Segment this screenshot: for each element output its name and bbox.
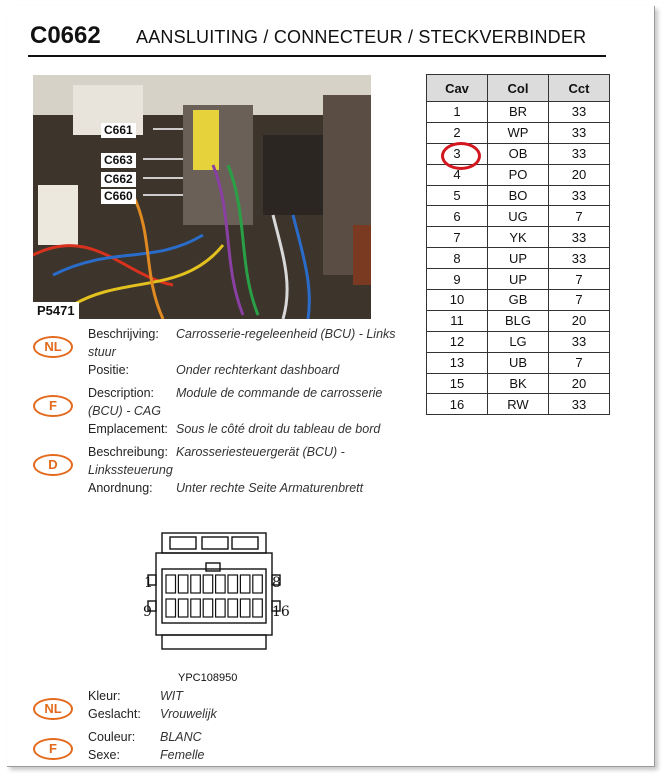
circuit-cell: 33: [549, 331, 610, 352]
cavity-cell: 15: [427, 373, 488, 394]
color-cell: RW: [488, 394, 549, 415]
pos-value-f: Sous le côté droit du tableau de bord: [176, 422, 381, 436]
table-row: [427, 269, 610, 290]
cavity-cell: 8: [427, 248, 488, 269]
cavity-cell: 13: [427, 352, 488, 373]
connector-cavity: [166, 599, 176, 617]
pos-label-f: Emplacement:: [88, 422, 168, 436]
connector-cavity: [166, 575, 176, 593]
cavity-cell: 16: [427, 394, 488, 415]
desc-value-f-1: Module de commande de carrosserie: [176, 386, 383, 400]
cavity-cell: 3: [427, 143, 488, 164]
table-row: [427, 227, 610, 248]
color-cell: UB: [488, 352, 549, 373]
connector-cavity: [191, 599, 201, 617]
connector-cavity: [240, 599, 250, 617]
circuit-cell: 33: [549, 248, 610, 269]
pin-number-9: 9: [143, 604, 152, 620]
circuit-cell: 33: [549, 227, 610, 248]
header-cav: Cav: [427, 75, 488, 102]
photo-tag: P5471: [33, 302, 79, 319]
table-row: [427, 248, 610, 269]
color-cell: BK: [488, 373, 549, 394]
circuit-cell: 7: [549, 290, 610, 311]
color-cell: BO: [488, 185, 549, 206]
cavity-cell: 12: [427, 331, 488, 352]
gender-label-nl: Geslacht:: [88, 707, 141, 721]
table-row: [427, 394, 610, 415]
table-row: [427, 373, 610, 394]
cavity-cell: 9: [427, 269, 488, 290]
circuit-cell: 7: [549, 269, 610, 290]
color-value-nl: WIT: [160, 689, 183, 703]
connector-photo: [33, 75, 371, 319]
cavity-cell: 4: [427, 164, 488, 185]
desc-value-d-2: Linkssteuerung: [88, 463, 173, 477]
photo-label-c660: C660: [101, 189, 136, 204]
cavity-cell: 7: [427, 227, 488, 248]
desc-label-d: Beschreibung:: [88, 445, 168, 459]
page-title: AANSLUITING / CONNECTEUR / STECKVERBINDER: [136, 27, 587, 47]
photo-label-c662: C662: [101, 172, 136, 187]
connector-cavity: [178, 599, 188, 617]
connector-cavity: [191, 575, 201, 593]
cavity-cell: 11: [427, 310, 488, 331]
color-cell: UG: [488, 206, 549, 227]
table-row: [427, 331, 610, 352]
table-row: [427, 206, 610, 227]
photo-label-c661: C661: [101, 123, 136, 138]
color-label-nl: Kleur:: [88, 689, 121, 703]
desc-value-f-2: (BCU) - CAG: [88, 404, 161, 418]
cavity-3-highlight-circle: [441, 142, 481, 170]
color-cell: YK: [488, 227, 549, 248]
color-cell: UP: [488, 269, 549, 290]
color-cell: BLG: [488, 310, 549, 331]
connector-cavity: [216, 575, 226, 593]
circuit-cell: 33: [549, 143, 610, 164]
pin-table-header: [427, 75, 610, 102]
pos-value-d: Unter rechte Seite Armaturenbrett: [176, 481, 364, 495]
table-row: [427, 310, 610, 331]
connector-face-drawing: [140, 527, 290, 667]
cavity-cell: 6: [427, 206, 488, 227]
color-value-f: BLANC: [160, 730, 202, 744]
lang-badge-f-attr: F: [33, 738, 73, 760]
connector-cavity: [228, 599, 238, 617]
pin-number-8: 8: [272, 575, 281, 591]
circuit-cell: 20: [549, 373, 610, 394]
color-cell: BR: [488, 102, 549, 123]
connector-cavity: [253, 575, 262, 593]
color-label-f: Couleur:: [88, 730, 136, 744]
connector-cavity: [203, 599, 213, 617]
connector-cavity: [216, 599, 226, 617]
table-row: [427, 102, 610, 123]
pos-label-d: Anordnung:: [88, 481, 153, 495]
gender-value-nl: Vrouwelijk: [160, 707, 217, 721]
connector-cavity: [253, 599, 262, 617]
pos-label-nl: Positie:: [88, 363, 129, 377]
table-row: [427, 352, 610, 373]
header-rule: [28, 55, 606, 57]
connector-code: C0662: [30, 22, 101, 49]
circuit-cell: 7: [549, 206, 610, 227]
desc-value-nl-1: Carrosserie-regeleenheid (BCU) - Links: [176, 327, 396, 341]
circuit-cell: 33: [549, 122, 610, 143]
gender-label-f: Sexe:: [88, 748, 120, 762]
desc-value-nl-2: stuur: [88, 345, 116, 359]
connector-cavity: [203, 575, 213, 593]
lang-badge-nl: NL: [33, 336, 73, 358]
cavity-cell: 2: [427, 122, 488, 143]
cavity-cell: 1: [427, 102, 488, 123]
circuit-cell: 33: [549, 102, 610, 123]
connector-cavity: [178, 575, 188, 593]
cavity-cell: 10: [427, 290, 488, 311]
lang-badge-nl-attr: NL: [33, 698, 73, 720]
connector-cavity: [228, 575, 238, 593]
circuit-cell: 33: [549, 185, 610, 206]
circuit-cell: 7: [549, 352, 610, 373]
part-number: YPC108950: [178, 672, 238, 684]
table-row: [427, 290, 610, 311]
photo-label-c663: C663: [101, 153, 136, 168]
pin-table: [426, 74, 610, 415]
connector-face-icon: [140, 527, 290, 662]
desc-label-nl: Beschrijving:: [88, 327, 159, 341]
color-cell: LG: [488, 331, 549, 352]
pin-number-1: 1: [144, 575, 153, 591]
color-cell: WP: [488, 122, 549, 143]
connector-cavity: [240, 575, 250, 593]
lang-badge-f: F: [33, 395, 73, 417]
cavity-cell: 5: [427, 185, 488, 206]
color-cell: OB: [488, 143, 549, 164]
circuit-cell: 20: [549, 164, 610, 185]
color-cell: UP: [488, 248, 549, 269]
header-col: Col: [488, 75, 549, 102]
header-cct: Cct: [549, 75, 610, 102]
circuit-cell: 20: [549, 310, 610, 331]
table-row: [427, 122, 610, 143]
color-cell: GB: [488, 290, 549, 311]
table-row: [427, 185, 610, 206]
color-cell: PO: [488, 164, 549, 185]
desc-label-f: Description:: [88, 386, 154, 400]
desc-value-d-1: Karosseriesteuergerät (BCU) -: [176, 445, 345, 459]
photo-illustration: [33, 75, 371, 319]
lang-badge-d: D: [33, 454, 73, 476]
gender-value-f: Femelle: [160, 748, 205, 762]
pos-value-nl: Onder rechterkant dashboard: [176, 363, 340, 377]
circuit-cell: 33: [549, 394, 610, 415]
pin-number-16: 16: [272, 604, 290, 620]
